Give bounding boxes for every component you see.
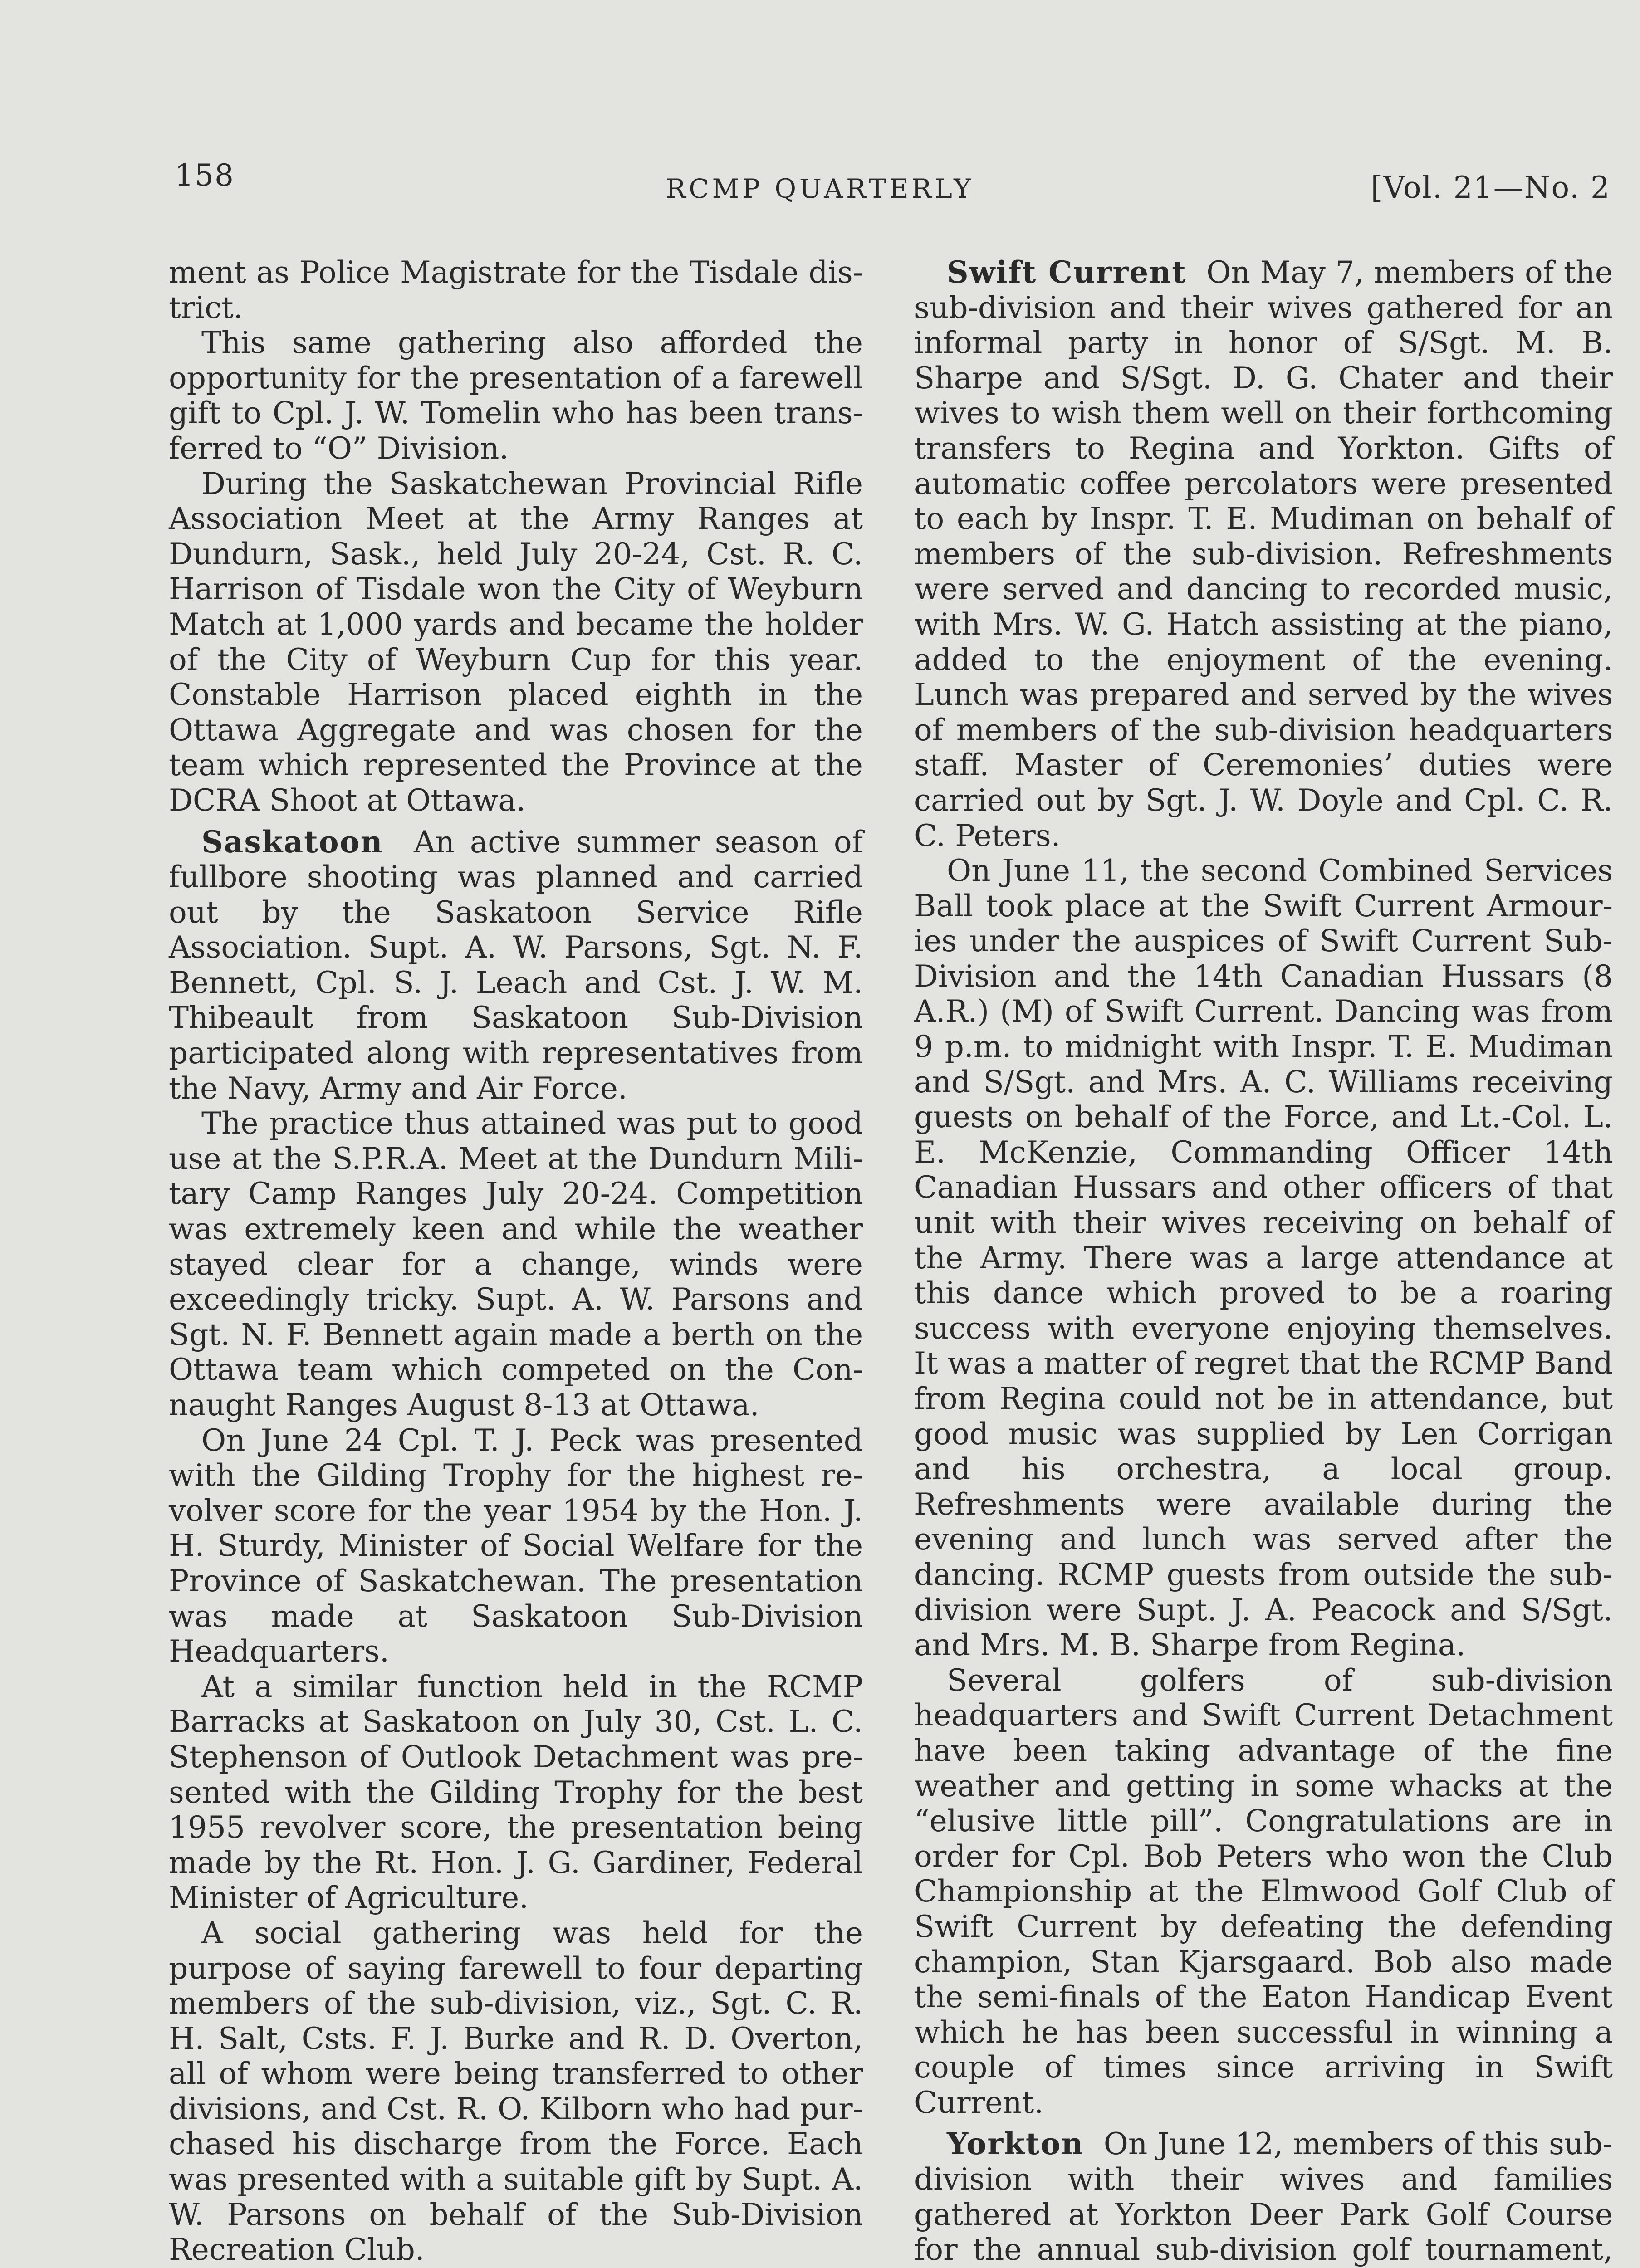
section-paragraph: Saskatoon An active summer season of fullbore shooting was planned and carried out by the Saskatoon Service Rifle Association. Supt. A. W. Parsons, Sgt. N. F. Bennett, Cpl. S. J. Leach and Cst. J. W. M. Thibeault from Saskatoon Sub-Division participated along with representatives from the Navy, Army and Air Force. xyxy=(169,824,863,1106)
running-title: RCMP QUARTERLY xyxy=(666,173,974,204)
section-paragraph: Swift Current On May 7, members of the sub-division and their wives gathered for an informal party in honor of S/Sgt. M. B. Sharpe and S/Sgt. D. G. Chater and their wives to wish them well on their forthcoming transfers to Regina and Yorkton. Gifts of automatic coffee percolators were presented to each by Inspr. T. E. Mudiman on behalf of members of the sub-division. Refreshments were served and dancing to recorded music, with Mrs. W. G. Hatch assisting at the piano, added to the enjoyment of the evening. Lunch was prepared and served by the wives of members of the sub-division headquarters staff. Master of Ceremonies’ duties were carried out by Sgt. J. W. Doyle and Cpl. C. R. C. Peters. xyxy=(914,254,1613,853)
paragraph: On June 11, the second Combined Services Ball took place at the Swift Current Armouries under the auspices of Swift Current Sub-Division and the 14th Canadian Hussars (8 A.R.) (M) of Swift Current. Dancing was from 9 p.m. to midnight with Inspr. T. E. Mudiman and S/Sgt. and Mrs. A. C. Williams receiving guests on behalf of the Force, and Lt.-Col. L. E. McKenzie, Commanding Officer 14th Canadian Hussars and other officers of that unit with their wives receiving on behalf of the Army. There was a large attendance at this dance which proved to be a roaring success with everyone enjoying themselves. It was a matter of regret that the RCMP Band from Regina could not be in attendance, but good music was supplied by Len Corrigan and his orchestra, a local group. Refreshments were available during the evening and lunch was served after the dancing. RCMP guests from outside the sub-division were Supt. J. A. Peacock and S/Sgt. and Mrs. M. B. Sharpe from Regina. xyxy=(914,853,1613,1663)
left-column xyxy=(169,255,863,2268)
paragraph: This same gathering also afforded the opportunity for the presentation of a farewell gift to Cpl. J. W. Tomelin who has been transferred to “O” Division. xyxy=(169,325,863,466)
right-column xyxy=(914,255,1613,2268)
paragraph: At a similar function held in the RCMP Barracks at Saskatoon on July 30, Cst. L. C. Stephenson of Outlook Detachment was presented with the Gilding Trophy for the best 1955 revolver score, the presentation being made by the Rt. Hon. J. G. Gardiner, Federal Minister of Agriculture. xyxy=(169,1669,863,1916)
paragraph: ment as Police Magistrate for the Tisdale district. xyxy=(169,255,863,325)
section-paragraph: Yorkton On June 12, members of this sub-division with their wives and families gathered at Yorkton Deer Park Golf Course for the annual sub-division golf tournament, xyxy=(914,2126,1613,2268)
paragraph: Several golfers of sub-division headquarters and Swift Current Detachment have been taking advantage of the fine weather and getting in some whacks at the “elusive little pill”. Congratulations are in order for Cpl. Bob Peters who won the Club Championship at the Elmwood Golf Club of Swift Current by defeating the defending champion, Stan Kjarsgaard. Bob also made the semi-finals of the Eaton Handicap Event which he has been successful in winning a couple of times since arriving in Swift Current. xyxy=(914,1662,1613,2120)
paragraph: A social gathering was held for the purpose of saying farewell to four departing members of the sub-division, viz., Sgt. C. R. H. Salt, Csts. F. J. Burke and R. D. Overton, all of whom were being transferred to other divisions, and Cst. R. O. Kilborn who had purchased his discharge from the Force. Each was presented with a suitable gift by Supt. A. W. Parsons on behalf of the Sub-Division Recreation Club. xyxy=(169,1915,863,2268)
paragraph: The practice thus attained was put to good use at the S.P.R.A. Meet at the Dundurn Military Camp Ranges July 20-24. Competition was extremely keen and while the weather stayed clear for a change, winds were exceedingly tricky. Supt. A. W. Parsons and Sgt. N. F. Bennett again made a berth on the Ottawa team which competed on the Connaught Ranges August 8-13 at Ottawa. xyxy=(169,1106,863,1422)
volume-issue: [Vol. 21—No. 2 xyxy=(1371,170,1611,205)
paragraph: During the Saskatchewan Provincial Rifle Association Meet at the Army Ranges at Dundurn, Sask., held July 20-24, Cst. R. C. Harrison of Tisdale won the City of Weyburn Match at 1,000 yards and became the holder of the City of Weyburn Cup for this year. Constable Harrison placed eighth in the Ottawa Aggregate and was chosen for the team which represented the Province at the DCRA Shoot at Ottawa. xyxy=(169,466,863,818)
section-heading: Yorkton xyxy=(947,2126,1084,2162)
section-heading: Swift Current xyxy=(947,254,1187,290)
page-number: 158 xyxy=(175,158,235,193)
page-header xyxy=(0,0,1640,218)
section-heading: Saskatoon xyxy=(201,824,383,860)
paragraph: On June 24 Cpl. T. J. Peck was presented with the Gilding Trophy for the highest revolver score for the year 1954 by the Hon. J. H. Sturdy, Minister of Social Welfare for the Province of Saskatchewan. The presentation was made at Saskatoon Sub-Division Headquarters. xyxy=(169,1422,863,1669)
